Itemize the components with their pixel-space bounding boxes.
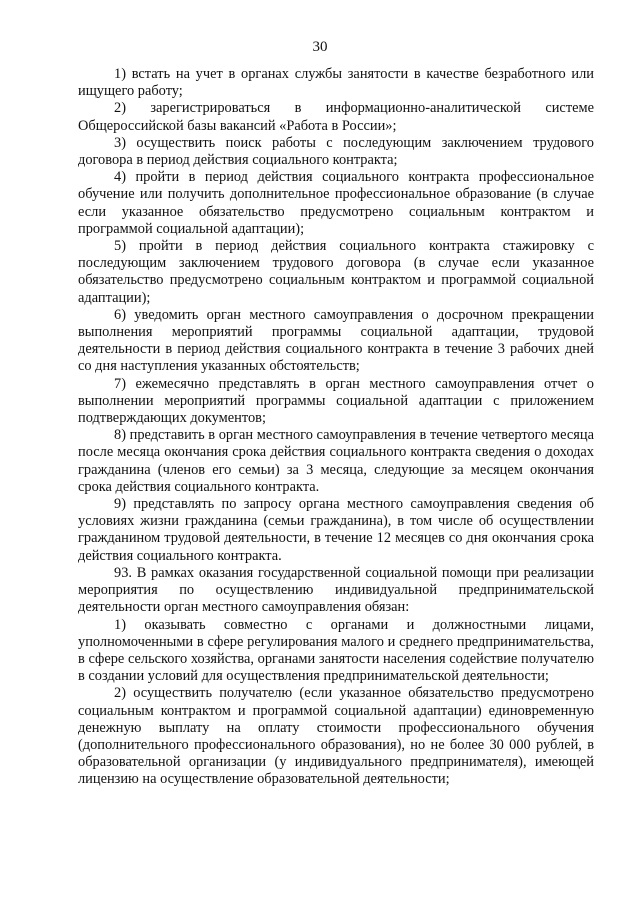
paragraph: 5) пройти в период действия социального контракта стажировку с последующим заключением трудового договора (в случае если указанное обязательство предусмотрено социальным контрактом и программой социальной адаптации); xyxy=(78,238,594,306)
paragraph: 93. В рамках оказания государственной социальной помощи при реализации мероприятия по осуществлению индивидуальной предпринимательской деятельности орган местного самоуправления обязан: xyxy=(78,564,594,616)
paragraph: 9) представлять по запросу органа местного самоуправления сведения об условиях жизни гражданина (семьи гражданина), в том числе об осуществлении гражданином трудовой деятельности, в течение 12 месяцев со дня окончания срока действия социального контракта. xyxy=(78,496,594,564)
paragraph: 3) осуществить поиск работы с последующим заключением трудового договора в период действия социального контракта; xyxy=(78,134,594,169)
page-number: 30 xyxy=(312,39,328,55)
document-body xyxy=(78,66,594,789)
paragraph: 2) зарегистрироваться в информационно-аналитической системе Общероссийской базы вакансий «Работа в России»; xyxy=(78,100,594,134)
paragraph: 1) встать на учет в органах службы занятости в качестве безработного или ищущего работу; xyxy=(78,66,594,100)
paragraph: 4) пройти в период действия социального контракта профессиональное обучение или получить дополнительное профессиональное образование (в случае если указанное обязательство предусмотрено социальным контрактом и программой социальной адаптации); xyxy=(78,169,594,237)
paragraph: 8) представить в орган местного самоуправления в течение четвертого месяца после месяца окончания срока действия социального контракта сведения о доходах гражданина (членов его семьи) за 3 месяца, следующие за месяцем окончания срока действия социального контракта. xyxy=(78,427,594,495)
paragraph: 1) оказывать совместно с органами и должностными лицами, уполномоченными в сфере регулирования малого и среднего предпринимательства, в сфере сельского хозяйства, органами занятости населения содействие получателю в создании условий для осуществления предпринимательской деятельности; xyxy=(78,616,594,685)
paragraph: 6) уведомить орган местного самоуправления о досрочном прекращении выполнения мероприятий программы социальной адаптации, трудовой деятельности в период действия социального контракта в течение 3 рабочих дней со дня наступления указанных обстоятельств; xyxy=(78,306,594,375)
paragraph: 7) ежемесячно представлять в орган местного самоуправления отчет о выполнении мероприятий программы социальной адаптации с приложением подтверждающих документов; xyxy=(78,375,594,427)
paragraph: 2) осуществить получателю (если указанное обязательство предусмотрено социальным контрактом и программой социальной адаптации) единовременную денежную выплату на оплату стоимости профессионального обучения (дополнительного профессионального образования), но не более 30 000 рублей, в образовательной организации (у индивидуального предпринимателя), имеющей лицензию на осуществление образовательной деятельности; xyxy=(78,685,594,788)
